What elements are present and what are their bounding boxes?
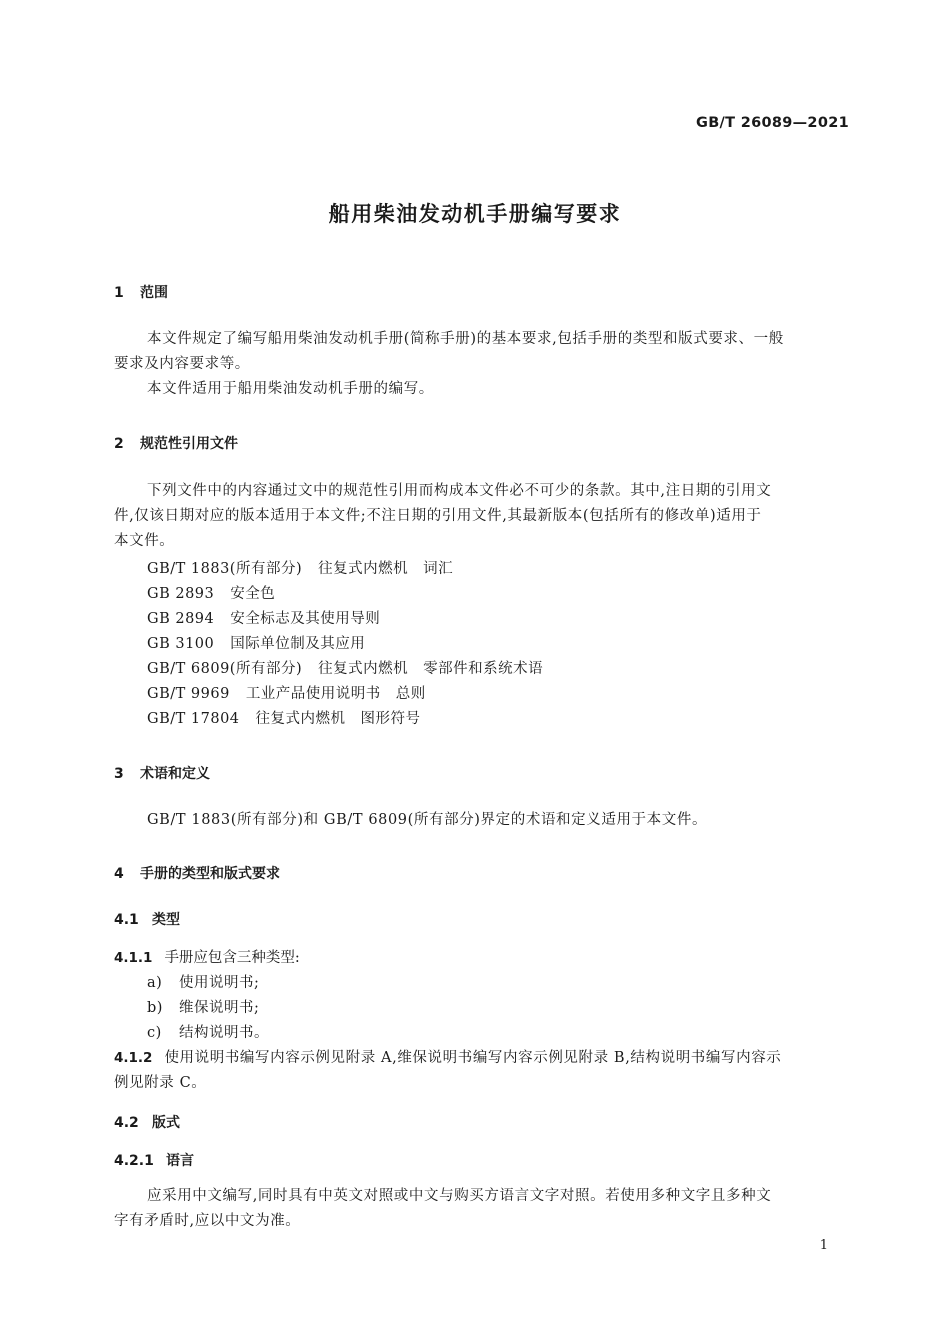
list-item-text: 维保说明书; — [179, 1000, 260, 1016]
reference-code: GB 2894 — [147, 611, 215, 627]
reference-code: GB 3100 — [147, 636, 215, 652]
clause-number: 4.1.1 — [114, 950, 153, 966]
text-line — [114, 1046, 848, 1071]
clause-4-2-1-paragraph — [114, 1184, 848, 1234]
section-number: 4.2 — [114, 1115, 139, 1131]
section-2-paragraph-1 — [114, 479, 848, 554]
section-title: 范围 — [140, 285, 168, 301]
standard-code: GB/T 26089—2021 — [696, 115, 849, 131]
text-line: 应采用中文编写,同时具有中英文对照或中文与购买方语言文字对照。若使用多种文字且多种文 — [147, 1188, 772, 1204]
reference-title: 往复式内燃机 图形符号 — [255, 711, 421, 727]
text-line: 要求及内容要求等。 — [114, 356, 250, 372]
reference-code: GB 2893 — [147, 586, 215, 602]
list-item — [147, 971, 259, 992]
document-title: 船用柴油发动机手册编写要求 — [328, 202, 622, 226]
section-2-heading — [114, 433, 238, 453]
section-1-heading — [114, 282, 168, 302]
reference-title: 往复式内燃机 零部件和系统术语 — [318, 661, 544, 677]
section-3-paragraph-1 — [114, 808, 848, 833]
clause-4-1-1 — [114, 946, 300, 967]
text-line: 本文件规定了编写船用柴油发动机手册(简称手册)的基本要求,包括手册的类型和版式要求、一般 — [147, 331, 784, 347]
reference-title: 安全标志及其使用导则 — [230, 611, 381, 627]
text-line: 例见附录 C。 — [114, 1075, 207, 1091]
section-title: 语言 — [166, 1153, 194, 1169]
list-item-text: 结构说明书。 — [179, 1025, 269, 1041]
list-marker: b) — [147, 1000, 163, 1016]
section-4-heading — [114, 863, 280, 883]
normative-reference — [147, 682, 426, 703]
text-line: 件,仅该日期对应的版本适用于本文件;不注日期的引用文件,其最新版本(包括所有的修改单)适用于 — [114, 508, 762, 524]
list-item — [147, 996, 259, 1017]
reference-title: 往复式内燃机 词汇 — [318, 561, 454, 577]
list-marker: a) — [147, 975, 163, 991]
text-line: 字有矛盾时,应以中文为准。 — [114, 1213, 301, 1229]
reference-code: GB/T 6809(所有部分) — [147, 661, 303, 677]
text-line: 本文件。 — [114, 533, 175, 549]
clause-text: 手册应包含三种类型: — [164, 950, 300, 966]
clause-4-2-1-heading — [114, 1150, 194, 1170]
subsection-4-2-heading — [114, 1112, 180, 1132]
section-1-paragraph-1 — [114, 327, 848, 377]
text-line: 本文件适用于船用柴油发动机手册的编写。 — [147, 381, 434, 397]
section-number: 2 — [114, 436, 124, 452]
section-number: 4.1 — [114, 912, 139, 928]
section-title: 类型 — [152, 912, 180, 928]
section-3-heading — [114, 763, 210, 783]
normative-reference — [147, 707, 421, 728]
normative-reference — [147, 657, 543, 678]
normative-reference — [147, 607, 380, 628]
list-item — [147, 1021, 269, 1042]
reference-title: 国际单位制及其应用 — [230, 636, 366, 652]
section-title: 手册的类型和版式要求 — [140, 866, 280, 882]
section-title: 版式 — [152, 1115, 180, 1131]
section-number: 4.2.1 — [114, 1153, 154, 1169]
normative-reference — [147, 557, 453, 578]
section-number: 3 — [114, 766, 124, 782]
section-title: 规范性引用文件 — [140, 436, 238, 452]
normative-reference — [147, 582, 275, 603]
clause-text: 使用说明书编写内容示例见附录 A,维保说明书编写内容示例见附录 B,结构说明书编写内容示 — [164, 1050, 782, 1066]
section-1-paragraph-2 — [114, 377, 848, 402]
text-line: GB/T 1883(所有部分)和 GB/T 6809(所有部分)界定的术语和定义适用于本文件。 — [147, 812, 708, 828]
list-marker: c) — [147, 1025, 162, 1041]
list-item-text: 使用说明书; — [179, 975, 260, 991]
clause-number: 4.1.2 — [114, 1050, 153, 1066]
reference-code: GB/T 17804 — [147, 711, 240, 727]
section-number: 4 — [114, 866, 124, 882]
reference-code: GB/T 9969 — [147, 686, 230, 702]
subsection-4-1-heading — [114, 909, 180, 929]
section-number: 1 — [114, 285, 124, 301]
page-number: 1 — [819, 1238, 828, 1253]
reference-code: GB/T 1883(所有部分) — [147, 561, 303, 577]
reference-title: 工业产品使用说明书 总则 — [245, 686, 426, 702]
normative-reference — [147, 632, 365, 653]
text-line: 下列文件中的内容通过文中的规范性引用而构成本文件必不可少的条款。其中,注日期的引用文 — [147, 483, 772, 499]
reference-title: 安全色 — [230, 586, 276, 602]
section-title: 术语和定义 — [140, 766, 210, 782]
clause-4-1-2 — [114, 1046, 848, 1096]
